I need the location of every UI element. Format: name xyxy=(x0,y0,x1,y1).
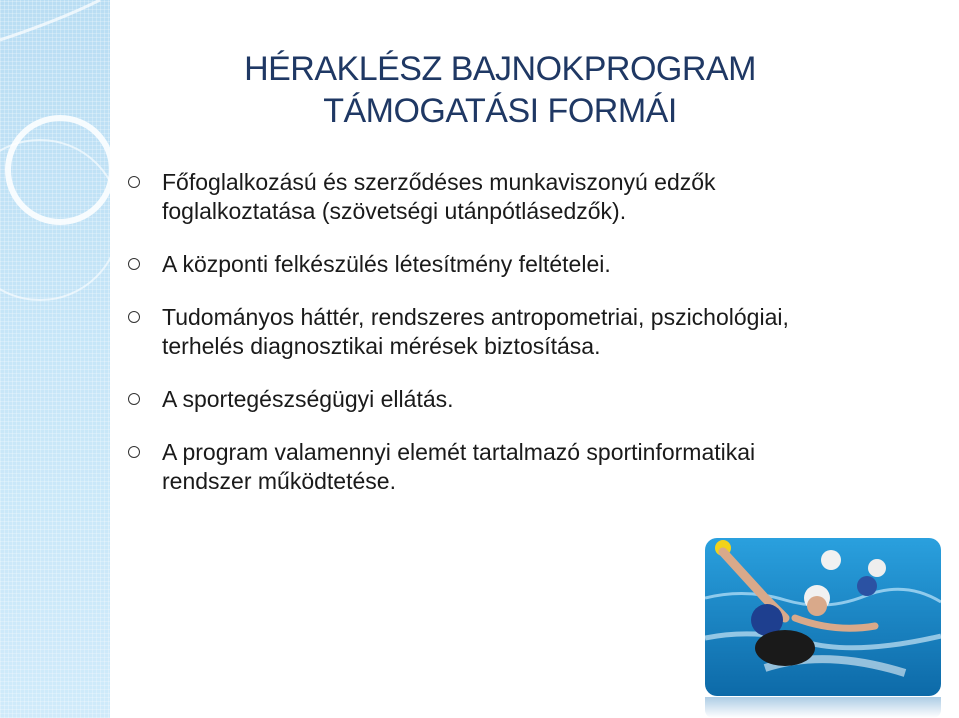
bullet-text: A sportegészségügyi ellátás. xyxy=(162,386,454,412)
bullet-circle-icon xyxy=(128,176,140,188)
bullet-list xyxy=(128,168,828,520)
bullet-text: A központi felkészülés létesítmény feltételei. xyxy=(162,251,611,277)
slide-title xyxy=(180,48,820,132)
title-line-1: HÉRAKLÉSZ BAJNOKPROGRAM xyxy=(244,50,756,88)
bullet-item xyxy=(128,385,828,414)
bullet-item xyxy=(128,303,828,361)
bullet-circle-icon xyxy=(128,311,140,323)
bullet-text: Főfoglalkozású és szerződéses munkaviszonyú edzők foglalkoztatása (szövetségi utánpótlásedzők). xyxy=(162,169,716,224)
bullet-item xyxy=(128,438,828,496)
bullet-text: Tudományos háttér, rendszeres antropometriai, pszichológiai, terhelés diagnosztikai mérések biztosítása. xyxy=(162,304,789,359)
water-polo-photo xyxy=(705,538,941,696)
bullet-circle-icon xyxy=(128,393,140,405)
bullet-item xyxy=(128,168,828,226)
bullet-text: A program valamennyi elemét tartalmazó sportinformatikai rendszer működtetése. xyxy=(162,439,756,494)
bullet-circle-icon xyxy=(128,446,140,458)
bullet-circle-icon xyxy=(128,258,140,270)
bullet-item xyxy=(128,250,828,279)
photo-reflection xyxy=(705,697,941,718)
title-line-2: TÁMOGATÁSI FORMÁI xyxy=(323,92,677,130)
